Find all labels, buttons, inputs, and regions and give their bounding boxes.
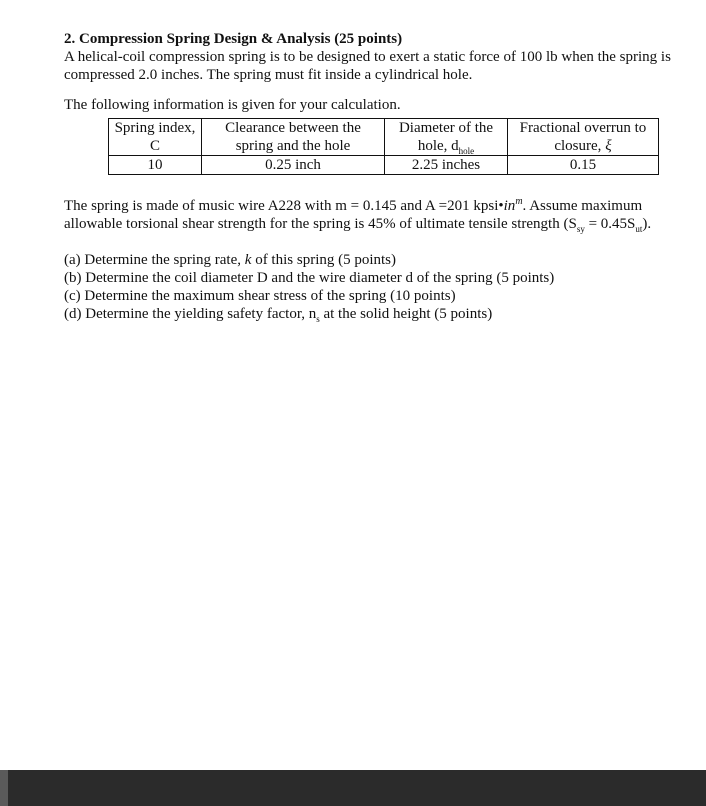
question-c: (c) Determine the maximum shear stress of the spring (10 points) bbox=[64, 288, 456, 304]
value-clearance: 0.25 inch bbox=[202, 156, 385, 175]
table-row bbox=[109, 156, 659, 175]
question-d: (d) Determine the yielding safety factor, $n_s$ at the solid height (5 points) bbox=[64, 306, 493, 324]
problem-content bbox=[64, 30, 674, 323]
bottom-bar-edge bbox=[0, 770, 8, 806]
problem-heading: 2. Compression Spring Design & Analysis (25 points) bbox=[64, 31, 403, 47]
given-info-table bbox=[108, 118, 659, 175]
problem-intro: A helical-coil compression spring is to be designed to exert a static force of 100 lb when the spring is compressed 2.0 inches. The spring must fit inside a cylindrical hole. bbox=[64, 49, 671, 83]
material-description: The spring is made of music wire A228 with m = 0.145 and A =201 $kpsi•in^m$. Assume maximum allowable torsional shear strength for the spring is 45% of ultimate tensile strength $(S_{sy} = 0.45S_{ut})$. bbox=[64, 196, 652, 234]
question-a: (a) Determine the spring rate, k of this spring (5 points) bbox=[64, 252, 397, 268]
header-fractional-overrun: Fractional overrun to closure, ξ bbox=[508, 119, 659, 156]
bottom-toolbar-strip bbox=[0, 770, 706, 806]
header-clearance: Clearance between the spring and the hole bbox=[202, 119, 385, 156]
question-list bbox=[64, 251, 674, 323]
question-b: (b) Determine the coil diameter D and the wire diameter d of the spring (5 points) bbox=[64, 270, 555, 286]
value-hole-diameter: 2.25 inches bbox=[385, 156, 508, 175]
given-label: The following information is given for your calculation. bbox=[64, 97, 401, 113]
header-spring-index: Spring index, C bbox=[109, 119, 202, 156]
value-spring-index: 10 bbox=[109, 156, 202, 175]
header-hole-diameter: Diameter of the hole, $d_{hole}$ bbox=[385, 119, 508, 156]
table-header-row bbox=[109, 119, 659, 156]
value-fractional-overrun: 0.15 bbox=[508, 156, 659, 175]
